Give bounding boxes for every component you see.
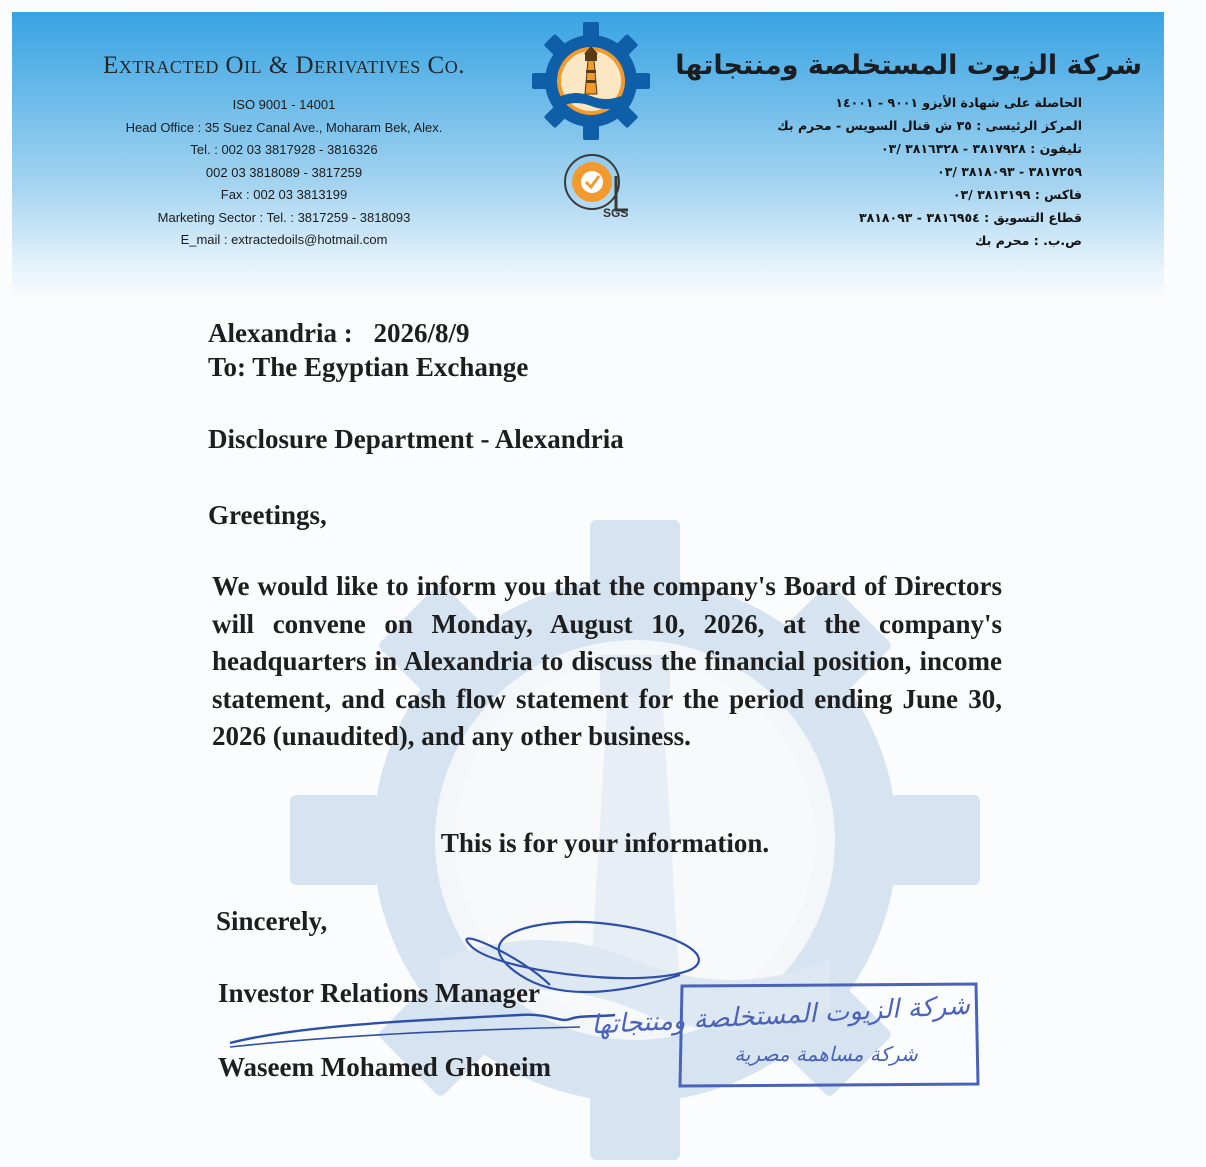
- arabic-address-line: المركز الرئيسى : ٣٥ ش قنال السويس - محرم بك: [777, 118, 1082, 133]
- department-line: Disclosure Department - Alexandria: [208, 424, 624, 454]
- head-office-line: Head Office : 35 Suez Canal Ave., Moharam Bek, Alex.: [125, 119, 443, 135]
- arabic-telephone-line: تليفون : ٣٨١٧٩٢٨ - ٣٨١٦٣٢٨ /٠٣: [880, 141, 1082, 156]
- greeting-line: Greetings,: [208, 500, 327, 530]
- certification-label: SGS: [603, 206, 629, 220]
- letter-paragraph: We would like to inform you that the company's Board of Directors will convene on Monday, August 10, 2026, at the company's headquarters in Alexandria to discuss the financial position, income statement, and cash flow statement for the period ending June 30, 2026 (unaudited), and any other business.: [212, 571, 1002, 751]
- arabic-marketing-line: قطاع التسويق : ٣٨١٦٩٥٤ - ٣٨١٨٠٩٣: [859, 210, 1082, 225]
- company-logo-icon: [530, 20, 652, 142]
- arabic-iso-line: الحاصلة على شهادة الأيزو ٩٠٠١ - ١٤٠٠١: [835, 95, 1082, 110]
- stamp-company-type: شركة مساهمة مصرية: [734, 1042, 918, 1066]
- company-name-arabic: شركة الزيوت المستخلصة ومنتجاتها: [675, 50, 1142, 81]
- date-label: Alexandria :: [208, 318, 353, 348]
- telephone-line-2: 002 03 3818089 - 3817259: [205, 164, 363, 180]
- company-stamp: [590, 980, 982, 1088]
- arabic-fax-line: فاكس : ٣٨١٣١٩٩ /٠٣: [952, 187, 1082, 202]
- company-name-english: Extracted Oil & Derivatives Co.: [103, 52, 465, 79]
- letterhead-english-block: [72, 52, 496, 252]
- arabic-po-box-line: ص.ب. : محرم بك: [975, 233, 1082, 248]
- closing-info-line: This is for your information.: [440, 828, 770, 858]
- letterhead-arabic-block: [675, 50, 1142, 252]
- telephone-line: Tel. : 002 03 3817928 - 3816326: [190, 142, 378, 157]
- signer-title: Investor Relations Manager: [218, 978, 540, 1008]
- date-line: [208, 318, 470, 349]
- iso-line: ISO 9001 - 14001: [232, 97, 336, 112]
- arabic-telephone-line-2: ٣٨١٧٢٥٩ - ٣٨١٨٠٩٣ /٠٣: [937, 164, 1082, 179]
- recipient-line: To: The Egyptian Exchange: [208, 352, 529, 382]
- date-value: 2026/8/9: [373, 318, 470, 348]
- marketing-line: Marketing Sector : Tel. : 3817259 - 3818093: [157, 209, 411, 225]
- sign-off-line: Sincerely,: [216, 906, 328, 936]
- fax-line: Fax : 002 03 3813199: [220, 187, 348, 202]
- stamp-company-name: شركة الزيوت المستخلصة ومنتجاتها: [590, 990, 971, 1041]
- signer-name: Waseem Mohamed Ghoneim: [218, 1052, 551, 1082]
- email-line: E_mail : extractedoils@hotmail.com: [180, 232, 388, 247]
